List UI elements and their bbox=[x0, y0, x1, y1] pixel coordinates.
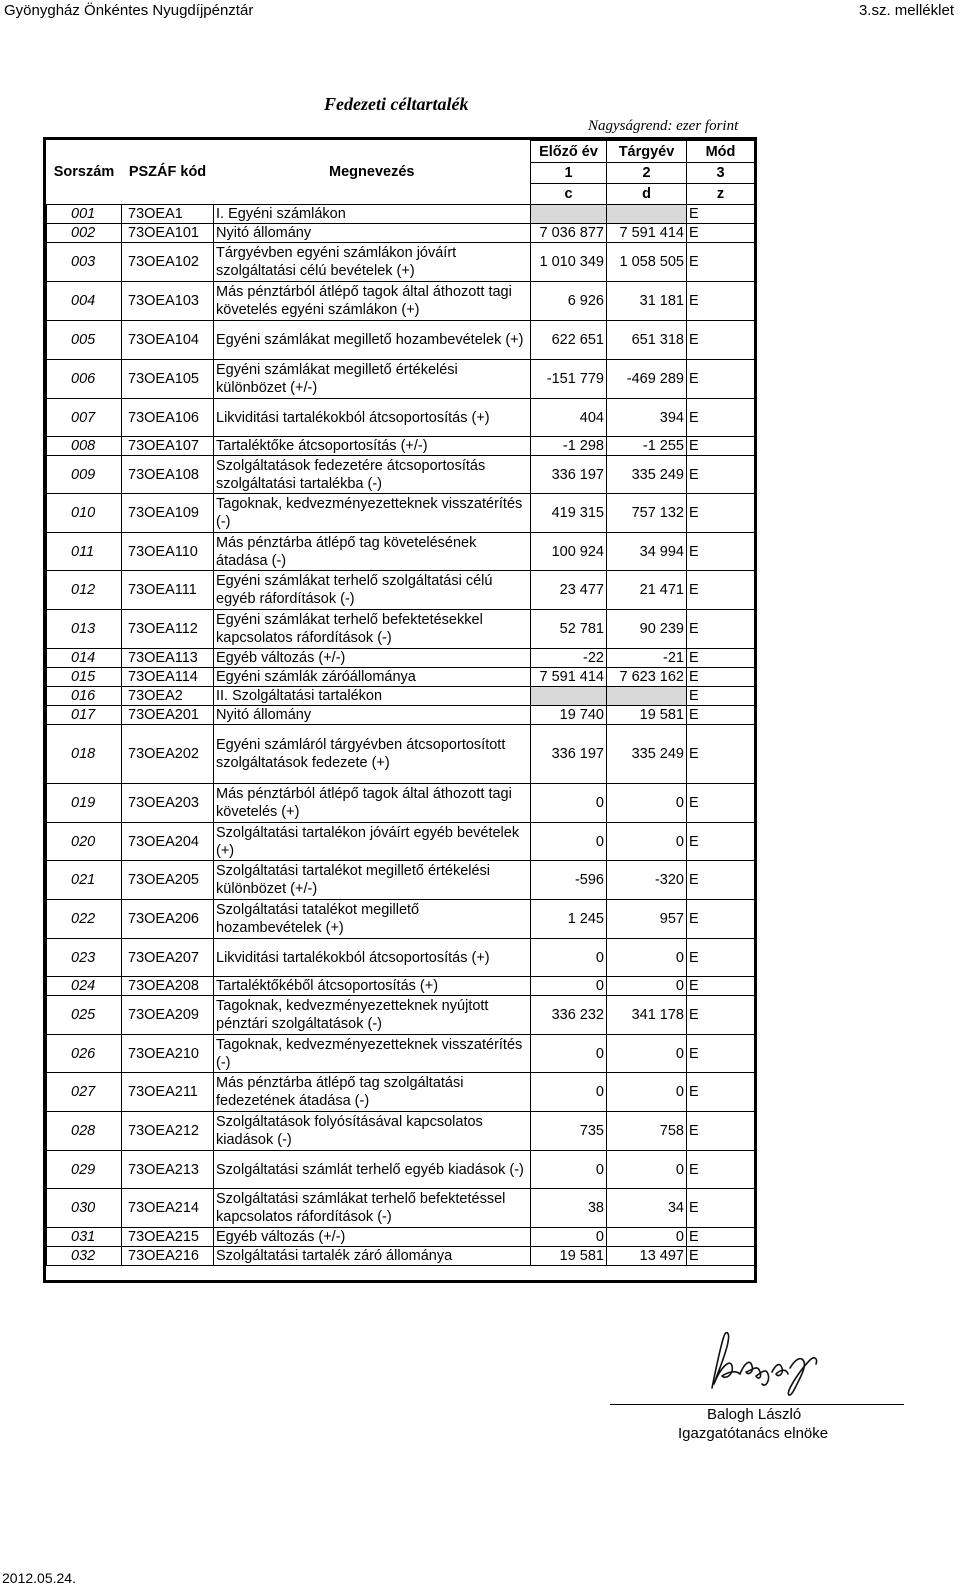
pszaf-code: 73OEA207 bbox=[122, 939, 214, 977]
prev-year-value: 0 bbox=[531, 1035, 607, 1073]
table-row bbox=[47, 571, 755, 610]
row-number: 030 bbox=[47, 1189, 122, 1228]
current-year-value: 0 bbox=[607, 1151, 687, 1189]
current-year-value: 21 471 bbox=[607, 571, 687, 610]
pszaf-code: 73OEA201 bbox=[122, 706, 214, 725]
row-number: 032 bbox=[47, 1247, 122, 1266]
row-description: Szolgáltatási tartalékon jóváírt egyéb bevételek (+) bbox=[214, 823, 531, 861]
mode-value: E bbox=[687, 533, 755, 571]
row-number: 013 bbox=[47, 610, 122, 649]
table-row bbox=[47, 1228, 755, 1247]
pszaf-code: 73OEA101 bbox=[122, 224, 214, 243]
table-row bbox=[47, 1112, 755, 1151]
row-description: Szolgáltatási tartalékot megillető értékelési különbözet (+/-) bbox=[214, 861, 531, 900]
table-row bbox=[47, 533, 755, 571]
mode-value: E bbox=[687, 205, 755, 224]
current-year-value: 34 bbox=[607, 1189, 687, 1228]
pszaf-code: 73OEA102 bbox=[122, 243, 214, 282]
table-row bbox=[47, 784, 755, 823]
prev-year-value: -22 bbox=[531, 649, 607, 668]
row-number: 029 bbox=[47, 1151, 122, 1189]
pszaf-code: 73OEA212 bbox=[122, 1112, 214, 1151]
table-row bbox=[47, 861, 755, 900]
pszaf-code: 73OEA113 bbox=[122, 649, 214, 668]
current-year-value: -469 289 bbox=[607, 360, 687, 399]
current-year-value: -1 255 bbox=[607, 437, 687, 456]
col-header-megnevezes: Megnevezés bbox=[329, 164, 415, 181]
row-description: Egyéb változás (+/-) bbox=[214, 649, 531, 668]
current-year-value: 0 bbox=[607, 1228, 687, 1247]
pszaf-code: 73OEA105 bbox=[122, 360, 214, 399]
current-year-value: 90 239 bbox=[607, 610, 687, 649]
prev-year-value: 0 bbox=[531, 977, 607, 996]
mode-value: E bbox=[687, 1189, 755, 1228]
table-row bbox=[47, 321, 755, 360]
current-year-value: -320 bbox=[607, 861, 687, 900]
pszaf-code: 73OEA1 bbox=[122, 205, 214, 224]
row-number: 017 bbox=[47, 706, 122, 725]
mode-value: E bbox=[687, 610, 755, 649]
pszaf-code: 73OEA214 bbox=[122, 1189, 214, 1228]
row-description: Tagoknak, kedvezményezetteknek visszatérítés (-) bbox=[214, 1035, 531, 1073]
pszaf-code: 73OEA110 bbox=[122, 533, 214, 571]
table-row bbox=[47, 977, 755, 996]
table-row bbox=[47, 437, 755, 456]
reserve-table bbox=[46, 140, 755, 1266]
mode-value: E bbox=[687, 1035, 755, 1073]
mode-value: E bbox=[687, 224, 755, 243]
current-year-value: 13 497 bbox=[607, 1247, 687, 1266]
row-description: Likviditási tartalékokból átcsoportosítás (+) bbox=[214, 399, 531, 437]
prev-year-value: 7 036 877 bbox=[531, 224, 607, 243]
prev-year-value: 0 bbox=[531, 1151, 607, 1189]
table-row bbox=[47, 900, 755, 939]
current-year-value: -21 bbox=[607, 649, 687, 668]
pszaf-code: 73OEA209 bbox=[122, 996, 214, 1035]
prev-year-value: 404 bbox=[531, 399, 607, 437]
mode-value: E bbox=[687, 668, 755, 687]
row-number: 015 bbox=[47, 668, 122, 687]
row-description: Szolgáltatási számlát terhelő egyéb kiadások (-) bbox=[214, 1151, 531, 1189]
mode-value: E bbox=[687, 243, 755, 282]
row-number: 006 bbox=[47, 360, 122, 399]
mode-value: E bbox=[687, 784, 755, 823]
mode-value: E bbox=[687, 900, 755, 939]
current-year-value: 0 bbox=[607, 784, 687, 823]
table-row bbox=[47, 668, 755, 687]
row-number: 031 bbox=[47, 1228, 122, 1247]
prev-year-value: 0 bbox=[531, 1228, 607, 1247]
mode-value: E bbox=[687, 1151, 755, 1189]
row-number: 018 bbox=[47, 725, 122, 784]
mode-value: E bbox=[687, 725, 755, 784]
prev-year-value: 735 bbox=[531, 1112, 607, 1151]
current-year-value: 1 058 505 bbox=[607, 243, 687, 282]
table-row bbox=[47, 205, 755, 224]
prev-year-value: 336 197 bbox=[531, 456, 607, 494]
current-year-value: 335 249 bbox=[607, 725, 687, 784]
row-number: 014 bbox=[47, 649, 122, 668]
table-row bbox=[47, 282, 755, 321]
pszaf-code: 73OEA205 bbox=[122, 861, 214, 900]
prev-year-value: 622 651 bbox=[531, 321, 607, 360]
current-year-value: 34 994 bbox=[607, 533, 687, 571]
mode-value: E bbox=[687, 861, 755, 900]
col-number-2: 2 bbox=[607, 163, 687, 184]
row-number: 010 bbox=[47, 494, 122, 533]
pszaf-code: 73OEA210 bbox=[122, 1035, 214, 1073]
row-description: Tartaléktőke átcsoportosítás (+/-) bbox=[214, 437, 531, 456]
pszaf-code: 73OEA204 bbox=[122, 823, 214, 861]
mode-value: E bbox=[687, 437, 755, 456]
row-number: 022 bbox=[47, 900, 122, 939]
row-description: Más pénztárból átlépő tagok által áthozott tagi követelés (+) bbox=[214, 784, 531, 823]
pszaf-code: 73OEA2 bbox=[122, 687, 214, 706]
current-year-value: 7 591 414 bbox=[607, 224, 687, 243]
document-date: 2012.05.24. bbox=[2, 1570, 76, 1586]
current-year-value: 0 bbox=[607, 823, 687, 861]
row-number: 024 bbox=[47, 977, 122, 996]
row-description: Egyéni számlák záróállománya bbox=[214, 668, 531, 687]
prev-year-value: 1 010 349 bbox=[531, 243, 607, 282]
table-row bbox=[47, 1151, 755, 1189]
row-description: Egyéni számlákat terhelő szolgáltatási célú egyéb ráfordítások (-) bbox=[214, 571, 531, 610]
row-number: 025 bbox=[47, 996, 122, 1035]
pszaf-code: 73OEA202 bbox=[122, 725, 214, 784]
signature-image bbox=[706, 1328, 826, 1402]
table-row bbox=[47, 1247, 755, 1266]
prev-year-value: 336 232 bbox=[531, 996, 607, 1035]
pszaf-code: 73OEA104 bbox=[122, 321, 214, 360]
signatory-name: Balogh László bbox=[707, 1406, 802, 1423]
col-number-1: 1 bbox=[531, 163, 607, 184]
pszaf-code: 73OEA111 bbox=[122, 571, 214, 610]
mode-value: E bbox=[687, 282, 755, 321]
current-year-value: 0 bbox=[607, 939, 687, 977]
prev-year-value bbox=[531, 687, 607, 706]
row-description: Szolgáltatási tartalék záró állománya bbox=[214, 1247, 531, 1266]
mode-value: E bbox=[687, 321, 755, 360]
pszaf-code: 73OEA109 bbox=[122, 494, 214, 533]
prev-year-value: 38 bbox=[531, 1189, 607, 1228]
annex-label: 3.sz. melléklet bbox=[858, 2, 954, 19]
row-description: Tagoknak, kedvezményezetteknek visszatérítés (-) bbox=[214, 494, 531, 533]
row-number: 021 bbox=[47, 861, 122, 900]
prev-year-value: 19 581 bbox=[531, 1247, 607, 1266]
row-description: I. Egyéni számlákon bbox=[214, 205, 531, 224]
current-year-value bbox=[607, 687, 687, 706]
table-row bbox=[47, 687, 755, 706]
current-year-value: 335 249 bbox=[607, 456, 687, 494]
unit-note: Nagyságrend: ezer forint bbox=[588, 118, 739, 134]
mode-value: E bbox=[687, 823, 755, 861]
current-year-value: 651 318 bbox=[607, 321, 687, 360]
mode-value: E bbox=[687, 996, 755, 1035]
table-row bbox=[47, 456, 755, 494]
table-row bbox=[47, 823, 755, 861]
pszaf-code: 73OEA206 bbox=[122, 900, 214, 939]
row-number: 005 bbox=[47, 321, 122, 360]
row-description: Tárgyévben egyéni számlákon jóváírt szolgáltatási célú bevételek (+) bbox=[214, 243, 531, 282]
pszaf-code: 73OEA103 bbox=[122, 282, 214, 321]
mode-value: E bbox=[687, 1112, 755, 1151]
prev-year-value: 7 591 414 bbox=[531, 668, 607, 687]
pszaf-code: 73OEA203 bbox=[122, 784, 214, 823]
table-row bbox=[47, 725, 755, 784]
row-number: 002 bbox=[47, 224, 122, 243]
prev-year-value: 0 bbox=[531, 784, 607, 823]
table-row bbox=[47, 1073, 755, 1112]
current-year-value bbox=[607, 205, 687, 224]
row-number: 008 bbox=[47, 437, 122, 456]
mode-value: E bbox=[687, 939, 755, 977]
table-row bbox=[47, 649, 755, 668]
row-description: Egyéni számlákat megillető hozambevételek (+) bbox=[214, 321, 531, 360]
mode-value: E bbox=[687, 649, 755, 668]
row-number: 016 bbox=[47, 687, 122, 706]
row-number: 027 bbox=[47, 1073, 122, 1112]
prev-year-value: 100 924 bbox=[531, 533, 607, 571]
pszaf-code: 73OEA215 bbox=[122, 1228, 214, 1247]
current-year-value: 31 181 bbox=[607, 282, 687, 321]
row-description: Más pénztárba átlépő tag szolgáltatási fedezetének átadása (-) bbox=[214, 1073, 531, 1112]
pszaf-code: 73OEA216 bbox=[122, 1247, 214, 1266]
pszaf-code: 73OEA106 bbox=[122, 399, 214, 437]
prev-year-value: 1 245 bbox=[531, 900, 607, 939]
mode-value: E bbox=[687, 571, 755, 610]
row-description: Nyitó állomány bbox=[214, 706, 531, 725]
pszaf-code: 73OEA211 bbox=[122, 1073, 214, 1112]
col-code-z: z bbox=[687, 184, 755, 205]
table-row bbox=[47, 360, 755, 399]
mode-value: E bbox=[687, 399, 755, 437]
row-description: Egyéni számláról tárgyévben átcsoportosított szolgáltatások fedezete (+) bbox=[214, 725, 531, 784]
table-row bbox=[47, 996, 755, 1035]
mode-value: E bbox=[687, 706, 755, 725]
prev-year-value: -1 298 bbox=[531, 437, 607, 456]
pszaf-code: 73OEA114 bbox=[122, 668, 214, 687]
current-year-value: 0 bbox=[607, 1073, 687, 1112]
signature-line bbox=[610, 1404, 904, 1405]
pszaf-code: 73OEA108 bbox=[122, 456, 214, 494]
row-number: 001 bbox=[47, 205, 122, 224]
pszaf-code: 73OEA213 bbox=[122, 1151, 214, 1189]
table-row bbox=[47, 243, 755, 282]
row-number: 023 bbox=[47, 939, 122, 977]
mode-value: E bbox=[687, 977, 755, 996]
prev-year-value bbox=[531, 205, 607, 224]
prev-year-value: 19 740 bbox=[531, 706, 607, 725]
current-year-value: 0 bbox=[607, 977, 687, 996]
row-description: Tartaléktőkéből átcsoportosítás (+) bbox=[214, 977, 531, 996]
prev-year-value: 336 197 bbox=[531, 725, 607, 784]
current-year-value: 957 bbox=[607, 900, 687, 939]
prev-year-value: 0 bbox=[531, 1073, 607, 1112]
table-row bbox=[47, 939, 755, 977]
row-number: 011 bbox=[47, 533, 122, 571]
row-number: 028 bbox=[47, 1112, 122, 1151]
col-header-sorszam: Sorszám bbox=[53, 164, 115, 181]
table-row bbox=[47, 399, 755, 437]
current-year-value: 341 178 bbox=[607, 996, 687, 1035]
row-number: 004 bbox=[47, 282, 122, 321]
row-description: Egyéb változás (+/-) bbox=[214, 1228, 531, 1247]
row-number: 020 bbox=[47, 823, 122, 861]
page-title: Fedezeti céltartalék bbox=[324, 94, 469, 114]
row-number: 009 bbox=[47, 456, 122, 494]
col-code-c: c bbox=[531, 184, 607, 205]
mode-value: E bbox=[687, 1228, 755, 1247]
table-row bbox=[47, 706, 755, 725]
current-year-value: 758 bbox=[607, 1112, 687, 1151]
col-code-d: d bbox=[607, 184, 687, 205]
row-description: Nyitó állomány bbox=[214, 224, 531, 243]
mode-value: E bbox=[687, 456, 755, 494]
pszaf-code: 73OEA208 bbox=[122, 977, 214, 996]
row-description: Szolgáltatások folyósításával kapcsolatos kiadások (-) bbox=[214, 1112, 531, 1151]
table-row bbox=[47, 1035, 755, 1073]
row-description: Szolgáltatási számlákat terhelő befektetéssel kapcsolatos ráfordítások (-) bbox=[214, 1189, 531, 1228]
prev-year-value: 419 315 bbox=[531, 494, 607, 533]
mode-value: E bbox=[687, 1247, 755, 1266]
fund-name: Gyönygház Önkéntes Nyugdíjpénztár bbox=[4, 2, 254, 19]
table-row bbox=[47, 494, 755, 533]
col-number-3: 3 bbox=[687, 163, 755, 184]
current-year-value: 19 581 bbox=[607, 706, 687, 725]
row-description: Tagoknak, kedvezményezetteknek nyújtott pénztári szolgáltatások (-) bbox=[214, 996, 531, 1035]
current-year-value: 757 132 bbox=[607, 494, 687, 533]
pszaf-code: 73OEA107 bbox=[122, 437, 214, 456]
current-year-value: 7 623 162 bbox=[607, 668, 687, 687]
row-number: 003 bbox=[47, 243, 122, 282]
prev-year-value: 6 926 bbox=[531, 282, 607, 321]
current-year-value: 394 bbox=[607, 399, 687, 437]
row-description: Likviditási tartalékokból átcsoportosítás (+) bbox=[214, 939, 531, 977]
prev-year-value: -151 779 bbox=[531, 360, 607, 399]
row-description: II. Szolgáltatási tartalékon bbox=[214, 687, 531, 706]
col-header-current-year: Tárgyév bbox=[607, 141, 687, 163]
row-number: 007 bbox=[47, 399, 122, 437]
table-row bbox=[47, 610, 755, 649]
mode-value: E bbox=[687, 494, 755, 533]
row-description: Más pénztárba átlépő tag követelésének átadása (-) bbox=[214, 533, 531, 571]
row-description: Más pénztárból átlépő tagok által áthozott tagi követelés egyéni számlákon (+) bbox=[214, 282, 531, 321]
row-number: 026 bbox=[47, 1035, 122, 1073]
row-description: Egyéni számlákat megillető értékelési különbözet (+/-) bbox=[214, 360, 531, 399]
prev-year-value: 0 bbox=[531, 939, 607, 977]
col-header-prev-year: Előző év bbox=[531, 141, 607, 163]
mode-value: E bbox=[687, 687, 755, 706]
table-row bbox=[47, 224, 755, 243]
current-year-value: 0 bbox=[607, 1035, 687, 1073]
signatory-title: Igazgatótanács elnöke bbox=[678, 1425, 829, 1442]
col-header-mode: Mód bbox=[687, 141, 755, 163]
mode-value: E bbox=[687, 360, 755, 399]
pszaf-code: 73OEA112 bbox=[122, 610, 214, 649]
row-number: 019 bbox=[47, 784, 122, 823]
table-row bbox=[47, 1189, 755, 1228]
prev-year-value: 0 bbox=[531, 823, 607, 861]
row-description: Szolgáltatások fedezetére átcsoportosítás szolgáltatási tartalékba (-) bbox=[214, 456, 531, 494]
prev-year-value: 23 477 bbox=[531, 571, 607, 610]
row-description: Egyéni számlákat terhelő befektetésekkel kapcsolatos ráfordítások (-) bbox=[214, 610, 531, 649]
col-header-pszaf: PSZÁF kód bbox=[128, 164, 207, 181]
mode-value: E bbox=[687, 1073, 755, 1112]
row-number: 012 bbox=[47, 571, 122, 610]
row-description: Szolgáltatási tatalékot megillető hozambevételek (+) bbox=[214, 900, 531, 939]
prev-year-value: 52 781 bbox=[531, 610, 607, 649]
prev-year-value: -596 bbox=[531, 861, 607, 900]
